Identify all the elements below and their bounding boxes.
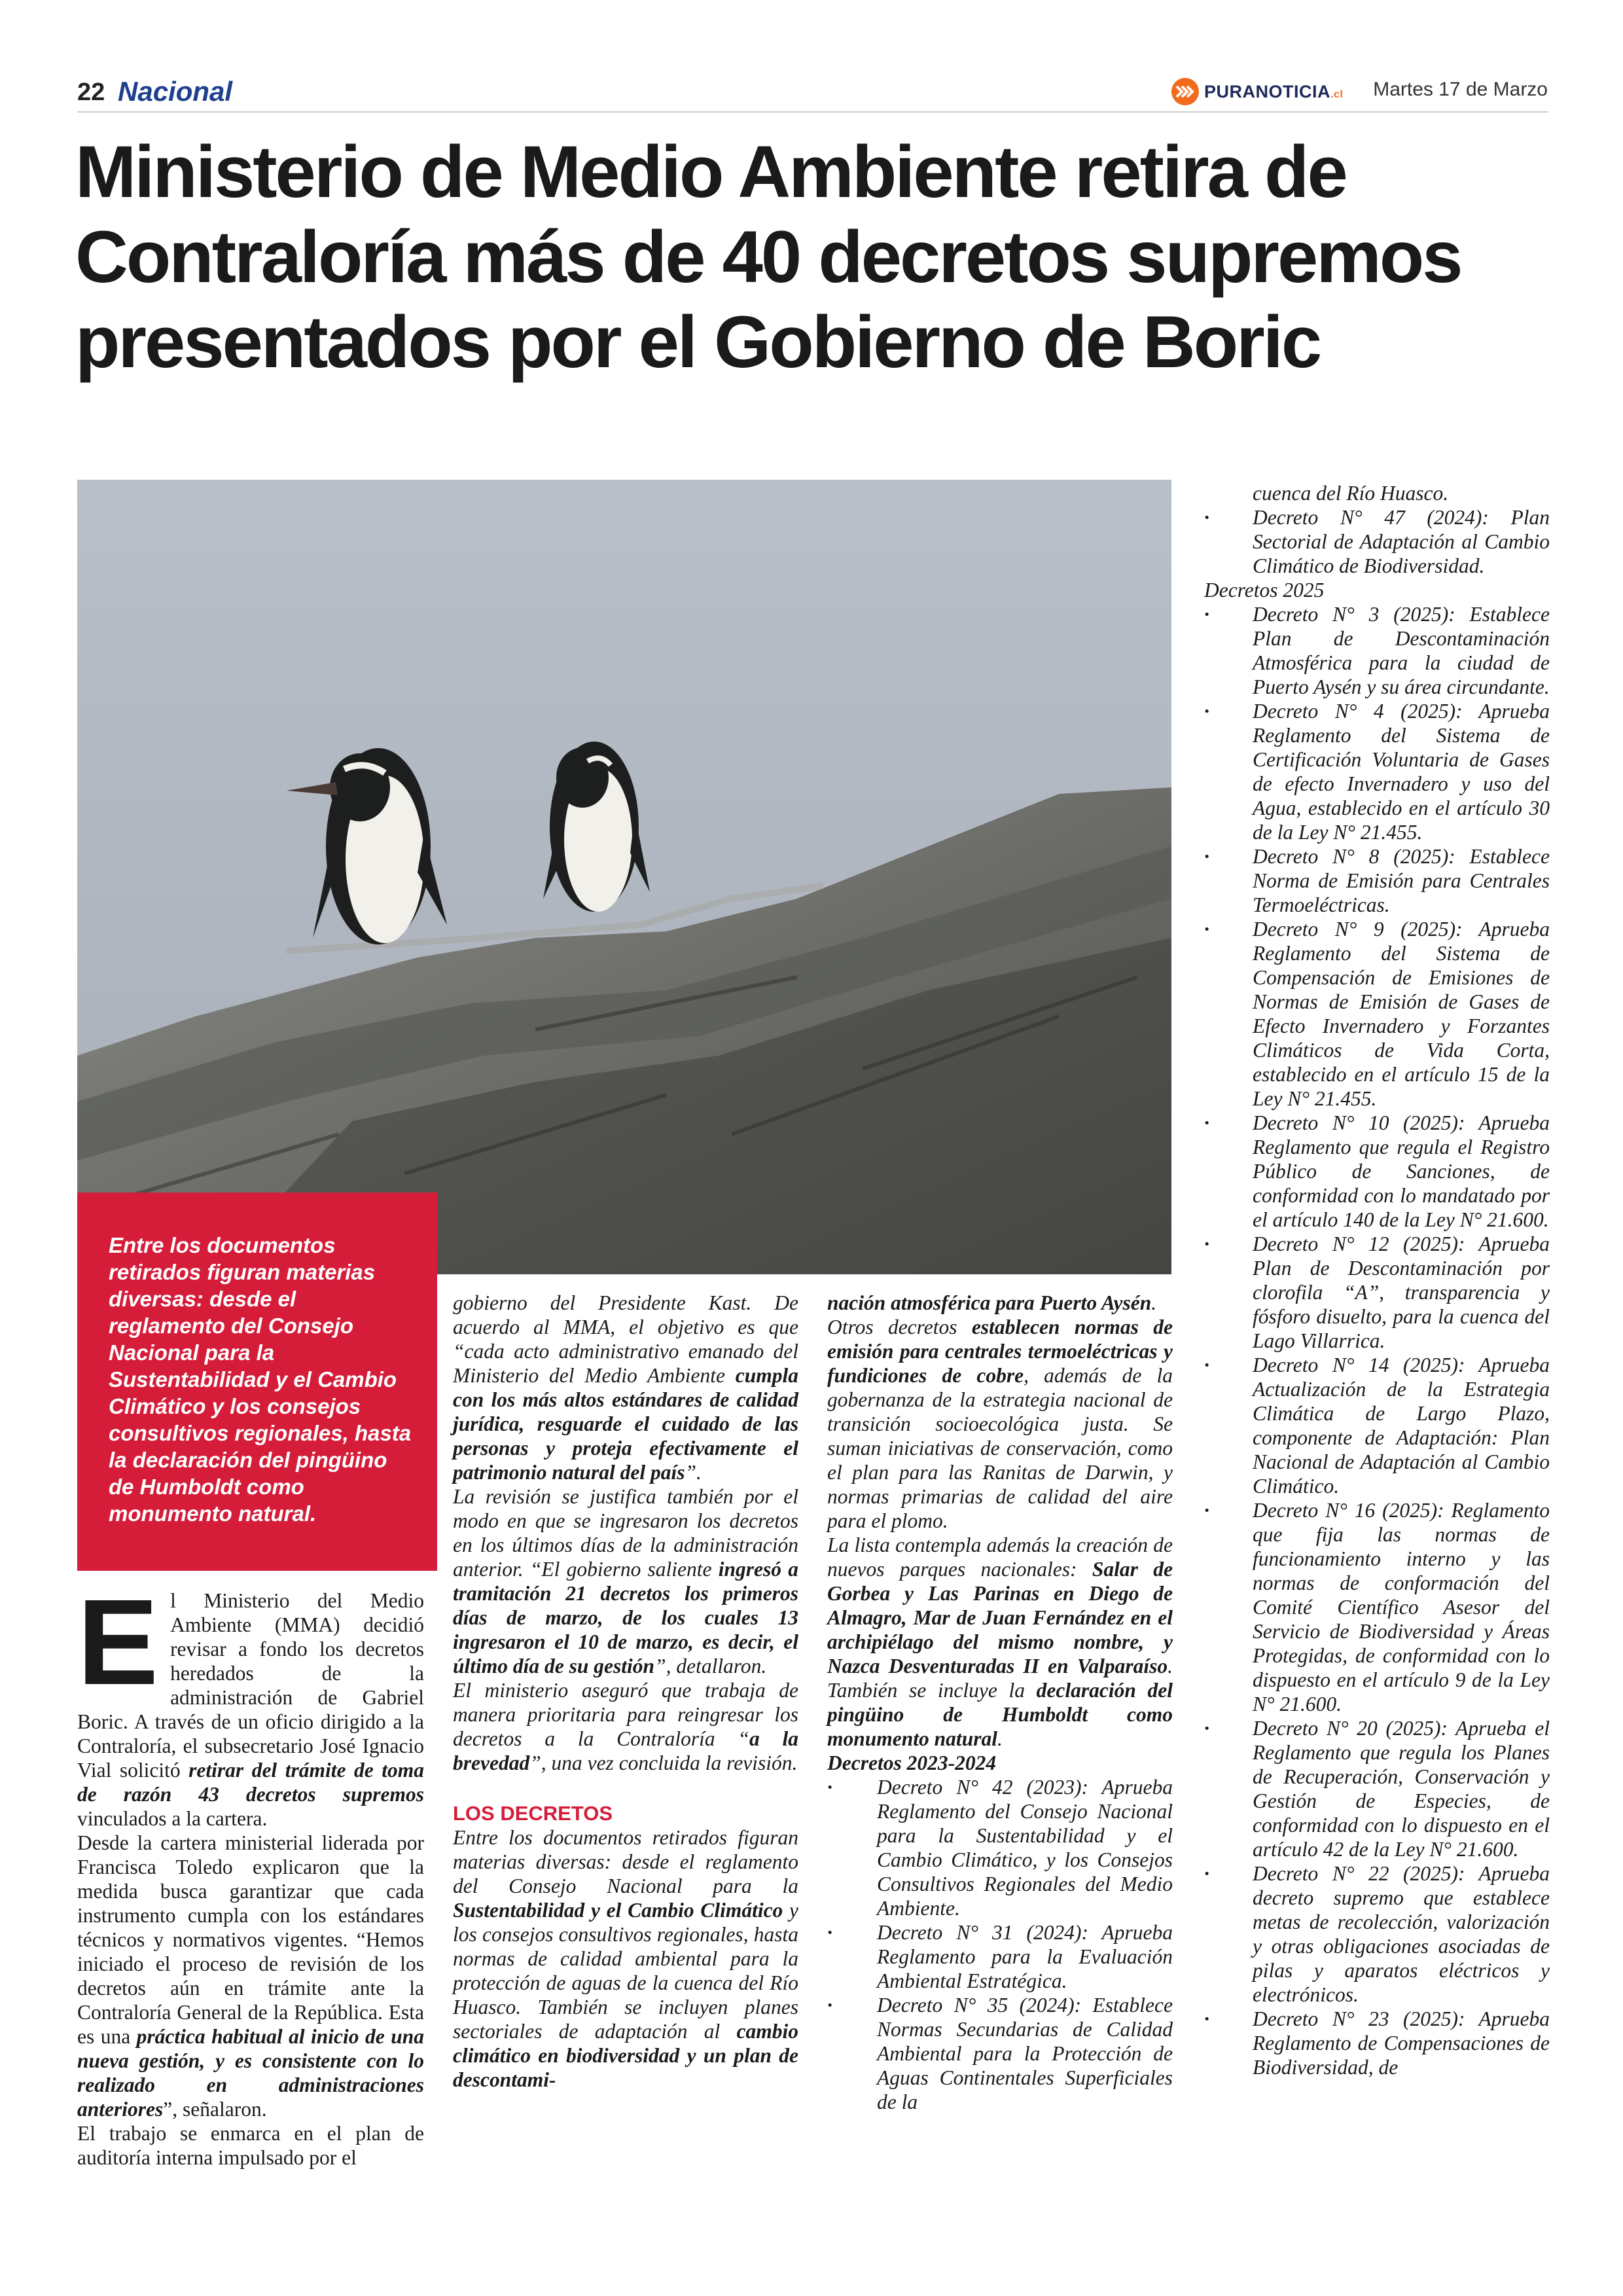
paragraph: nación atmosférica para Puerto Aysén. — [827, 1291, 1157, 1314]
paragraph: Entre los documentos retirados figuran materias diversas: desde el reglamento del Consejo Nacional para la Sustentabilidad y el Cambio Climático y los consejos consultivos regionales, hasta normas de calidad ambiental para la protección de aguas de la cuenca del Río Huasco. También se incluyen planes sectoriales de adaptación al cambio climático en biodiversidad y un plan de descontami- — [453, 1826, 798, 2091]
list-item: · Decreto N° 12 (2025): Aprueba Plan de Descontaminación por clorofila “A”, transparencia y fósforo disuelto, para la cuenca del Lago Villarrica. — [1204, 1232, 1550, 1353]
list-item: · Decreto N° 9 (2025): Aprueba Reglamento del Sistema de Compensación de Emisiones de Normas de Emisión de Gases de Efecto Invernadero y Forzantes Climáticos de Vida Corta, establecido en el artículo 15 de la Ley N° 21.455. — [1204, 917, 1550, 1111]
paragraph: El trabajo se enmarca en el plan de auditoría interna impulsado por el — [77, 2122, 424, 2169]
paragraph: gobierno del Presidente Kast. De acuerdo al MMA, el objetivo es que “cada acto administrativo emanado del Ministerio del Medio Ambiente cumpla con los más altos estándares de calidad jurídica, resguarde el cuidado de las personas y proteja efectivamente el patrimonio natural del país”. — [453, 1291, 798, 1484]
section-label: Nacional — [118, 76, 233, 107]
list-item: · Decreto N° 23 (2025): Aprueba Reglamento de Compensaciones de Biodiversidad, de — [1204, 2007, 1550, 2079]
article-column-4 — [1204, 481, 1550, 2079]
headline: Ministerio de Medio Ambiente retira de Contraloría más de 40 decretos supremos presentados por el Gobierno de Boric — [75, 131, 1461, 383]
list-item: · Decreto N° 3 (2025): Establece Plan de Descontaminación Atmosférica para la ciudad de Puerto Aysén y su área circundante. — [1204, 602, 1550, 699]
decree-list-2023-2024 — [827, 1775, 1173, 2114]
list-item: · Decreto N° 35 (2024): Establece Normas Secundarias de Calidad Ambiental para la Protección de Aguas Continentales Superficiales de la — [827, 1993, 1173, 2114]
paragraph: La lista contempla además la creación de nuevos parques nacionales: Salar de Gorbea y Las Parinas en Diego de Almagro, Mar de Juan Fernández en el archipiélago del mismo nombre, y Nazca Desventuradas II en Valparaíso. También se incluye la declaración del pingüino de Humboldt como monumento natural. — [827, 1534, 1173, 1750]
list-item: · Decreto N° 22 (2025): Aprueba decreto supremo que establece metas de recolección, valorización y otras obligaciones asociadas de pilas y aparatos eléctricos y electrónicos. — [1204, 1861, 1550, 2007]
list-item: · Decreto N° 31 (2024): Aprueba Reglamento para la Evaluación Ambiental Estratégica. — [827, 1920, 1173, 1993]
page-number: 22 — [77, 79, 105, 106]
header-divider — [77, 111, 1548, 113]
list-title-2023-2024: Decretos 2023-2024 — [827, 1751, 997, 1774]
list-title-2025: Decretos 2025 — [1204, 579, 1325, 601]
list-item: · Decreto N° 47 (2024): Plan Sectorial de Adaptación al Cambio Climático de Biodiversidad. — [1204, 505, 1550, 578]
list-item: · Decreto N° 42 (2023): Aprueba Reglamento del Consejo Nacional para la Sustentabilidad y el Cambio Climático, y los Consejos Consultivos Regionales del Medio Ambiente. — [827, 1775, 1173, 1920]
list-item: · Decreto N° 16 (2025): Reglamento que fija las normas de funcionamiento interno y las normas de conformación del Comité Científico Asesor del Servicio de Biodiversidad y Áreas Protegidas, de conformidad con lo dispuesto en el artículo 9 de la Ley N° 21.600. — [1204, 1498, 1550, 1716]
article-column-2 — [453, 1291, 798, 2092]
list-item: · Decreto N° 10 (2025): Aprueba Reglamento que regula el Registro Público de Sanciones, de conformidad con lo mandatado por el artículo 140 de la Ley N° 21.600. — [1204, 1111, 1550, 1232]
issue-date: Martes 17 de Marzo — [1373, 79, 1548, 100]
list-item-continued: cuenca del Río Huasco. — [1253, 482, 1449, 505]
list-item: · Decreto N° 4 (2025): Aprueba Reglamento del Sistema de Certificación Voluntaria de Gases de efecto Invernadero y uso del Agua, establecido en el artículo 30 de la Ley N° 21.455. — [1204, 699, 1550, 844]
article-column-3 — [827, 1291, 1173, 2114]
brand-name: PURANOTICIA.cl — [1204, 81, 1344, 101]
paragraph: La revisión se justifica también por el modo en que se ingresaron los decretos en los últimos días de la administración anterior. “El gobierno saliente ingresó a tramitación 21 decretos los primeros días de marzo, de los cuales 13 ingresaron el 10 de marzo, es decir, el último día de su gestión”, detallaron. — [453, 1485, 798, 1677]
list-item: · Decreto N° 20 (2025): Aprueba el Reglamento que regula los Planes de Recuperación, Conservación y Gestión de Especies, de conformidad con lo dispuesto en el artículo 42 de la Ley N° 21.600. — [1204, 1716, 1550, 1861]
subheading-los-decretos: LOS DECRETOS — [453, 1802, 613, 1825]
list-item: · Decreto N° 8 (2025): Establece Norma de Emisión para Centrales Termoeléctricas. — [1204, 844, 1550, 917]
decree-list-2025 — [1204, 602, 1550, 2079]
pull-quote-box — [77, 1193, 437, 1571]
brand-logo — [1171, 77, 1343, 106]
decree-list-2024-cont — [1204, 481, 1550, 578]
list-item: · Decreto N° 14 (2025): Aprueba Actualización de la Estrategia Climática de Largo Plazo, componente de Adaptación: Plan Nacional de Adaptación al Cambio Climático. — [1204, 1353, 1550, 1498]
article-column-1 — [77, 1575, 424, 2170]
brand-arrows-icon — [1171, 78, 1199, 105]
penguins-photo — [77, 480, 1171, 1274]
paragraph: El ministerio aseguró que trabaja de manera prioritaria para reingresar los decretos a la Contraloría “a la brevedad”, una vez concluida la revisión. — [453, 1679, 798, 1774]
lead-paragraph: El Ministerio del Medio Ambiente (MMA) decidió revisar a fondo los decretos heredados de la administración de Gabriel Boric. A través de un oficio dirigido a la Contraloría, el subsecretario José Ignacio Vial solicitó retirar del trámite de toma de razón 43 decretos supremos vinculados a la cartera. — [77, 1575, 424, 1830]
paragraph: Otros decretos establecen normas de emisión para centrales termoeléctricas y fundiciones de cobre, además de la gobernanza de la estrategia nacional de transición socioecológica justa. Se suman iniciativas de conservación, como el plan para las Ranitas de Darwin, y normas primarias de calidad del aire para el plomo. — [827, 1316, 1173, 1532]
paragraph: Desde la cartera ministerial liderada por Francisca Toledo explicaron que la medida busca garantizar que cada instrumento cumpla con los estándares técnicos y normativos vigentes. “Hemos iniciado el proceso de revisión de los decretos aún en trámite ante la Contraloría General de la República. Esta es una práctica habitual al inicio de una nueva gestión, y es consistente con lo realizado en administraciones anteriores”, señalaron. — [77, 1831, 424, 2121]
pull-quote-text: Entre los documentos retirados figuran materias diversas: desde el reglamento del Consejo Nacional para la Sustentabilidad y el Cambio Climático y los consejos consultivos regionales, hasta la declaración del pingüino de Humboldt como monumento natural. — [109, 1233, 412, 1526]
drop-cap: E — [77, 1575, 159, 1710]
